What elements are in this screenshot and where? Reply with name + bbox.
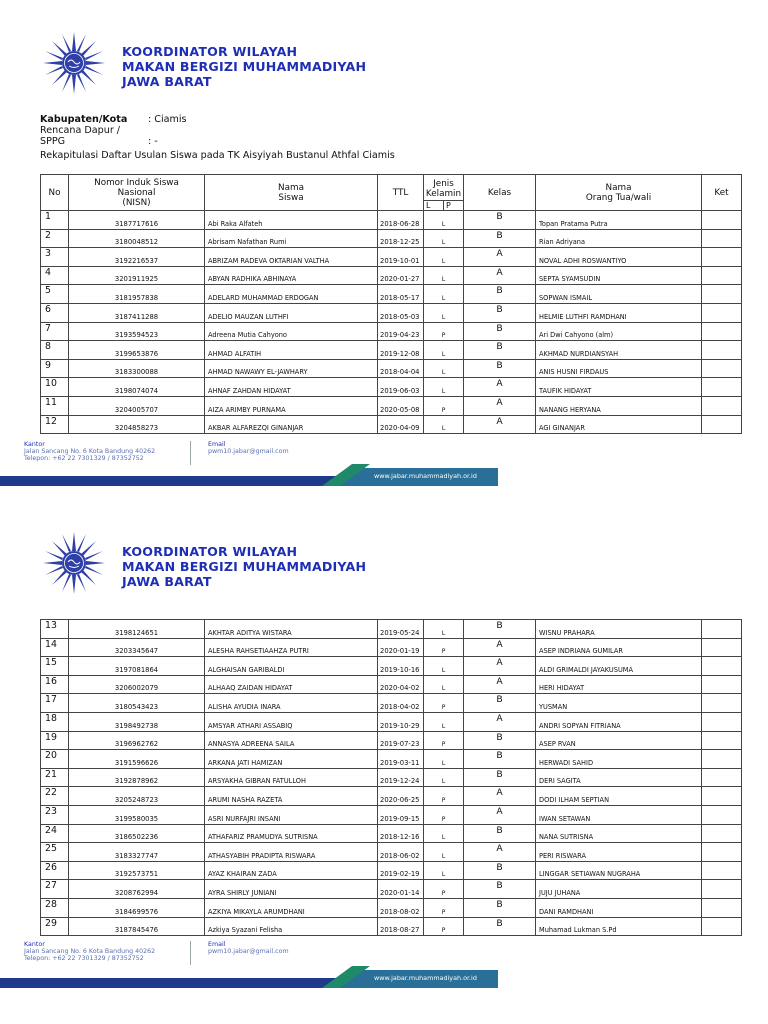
table-row (41, 880, 742, 899)
row-nisn: 3203345647 (69, 638, 205, 657)
row-nisn: 3199580035 (69, 805, 205, 824)
org-line-2: MAKAN BERGIZI MUHAMMADIYAH (122, 559, 367, 574)
row-nama: ALHAAQ ZAIDAN HIDAYAT (205, 675, 378, 694)
row-no: 27 (41, 880, 69, 899)
col-kelas: Kelas (464, 175, 536, 211)
row-nisn: 3204858273 (69, 415, 205, 434)
row-kelas: B (464, 620, 536, 639)
email-value[interactable]: pwm10.jabar@gmail.com (208, 948, 289, 955)
row-kelas: B (464, 211, 536, 230)
col-ket: Ket (702, 175, 742, 211)
row-nisn: 3180543423 (69, 694, 205, 713)
row-nama: Abrisam Nafathan Rumi (205, 229, 378, 248)
website-link[interactable]: www.jabar.muhammadiyah.or.id (374, 974, 477, 982)
row-ket (702, 712, 742, 731)
letterhead (36, 530, 536, 602)
row-nama: Azkiya Syazani Felisha (205, 917, 378, 936)
row-nama: ATHAFARIZ PRAMUDYA SUTRISNA (205, 824, 378, 843)
row-no: 1 (41, 211, 69, 230)
kantor-phone: Telepon: +62 22 7301329 / 87352752 (24, 955, 144, 962)
row-jenis-kelamin: L (424, 341, 464, 360)
row-nama: ALISHA AYUDIA INARA (205, 694, 378, 713)
row-ttl: 2019-10-29 (378, 712, 424, 731)
table-row (41, 638, 742, 657)
row-nama: ABRIZAM RADEVA OKTARIAN VALTHA (205, 248, 378, 267)
row-nama: AZKIYA MIKAYLA ARUMDHANI (205, 898, 378, 917)
table-row (41, 712, 742, 731)
row-nama: AKHTAR ADITYA WISTARA (205, 620, 378, 639)
row-wali: IWAN SETAWAN (536, 805, 702, 824)
row-nama: AMSYAR ATHARI ASSABIQ (205, 712, 378, 731)
row-nama: ATHASYABIH PRADIPTA RISWARA (205, 843, 378, 862)
row-wali: HERI HIDAYAT (536, 675, 702, 694)
row-wali: Ari Dwi Cahyono (alm) (536, 322, 702, 341)
org-line-2: MAKAN BERGIZI MUHAMMADIYAH (122, 59, 367, 74)
row-jenis-kelamin: L (424, 861, 464, 880)
row-wali: HERWADI SAHID (536, 750, 702, 769)
row-ket (702, 880, 742, 899)
row-jenis-kelamin: L (424, 285, 464, 304)
row-nama: ASRI NURFAJRI INSANI (205, 805, 378, 824)
row-wali: DERI SAGITA (536, 768, 702, 787)
row-kelas: B (464, 861, 536, 880)
row-nisn: 3192573751 (69, 861, 205, 880)
row-ket (702, 898, 742, 917)
row-kelas: A (464, 712, 536, 731)
row-wali: NANANG HERYANA (536, 396, 702, 415)
row-no: 13 (41, 620, 69, 639)
row-jenis-kelamin: L (424, 248, 464, 267)
recap-title: Rekapitulasi Daftar Usulan Siswa pada TK Aisyiyah Bustanul Athfal Ciamis (40, 150, 395, 161)
footer-divider (190, 941, 191, 965)
row-ket (702, 620, 742, 639)
table-row (41, 620, 742, 639)
row-jenis-kelamin: P (424, 694, 464, 713)
row-nisn: 3183300088 (69, 359, 205, 378)
row-jenis-kelamin: L (424, 266, 464, 285)
row-jenis-kelamin: L (424, 303, 464, 322)
row-wali: AKHMAD NURDIANSYAH (536, 341, 702, 360)
row-nama: ADELIO MAUZAN LUTHFI (205, 303, 378, 322)
kab-label: Kabupaten/Kota (40, 114, 128, 125)
row-ttl: 2020-04-02 (378, 675, 424, 694)
table-row (41, 657, 742, 676)
table-row (41, 843, 742, 862)
kantor-phone: Telepon: +62 22 7301329 / 87352752 (24, 455, 144, 462)
row-kelas: A (464, 415, 536, 434)
row-ttl: 2019-10-16 (378, 657, 424, 676)
row-wali: HELMIE LUTHFI RAMDHANI (536, 303, 702, 322)
row-ttl: 2019-02-19 (378, 861, 424, 880)
email-title: Email (208, 441, 226, 448)
col-jk-p: P (443, 201, 463, 210)
row-ket (702, 861, 742, 880)
row-wali: DANI RAMDHANI (536, 898, 702, 917)
row-ket (702, 694, 742, 713)
row-ttl: 2018-08-02 (378, 898, 424, 917)
dapur-value: : - (148, 136, 158, 147)
row-kelas: A (464, 843, 536, 862)
row-nisn: 3201911925 (69, 266, 205, 285)
row-nama: ARSYAKHA GIBRAN FATULLOH (205, 768, 378, 787)
row-ttl: 2018-04-04 (378, 359, 424, 378)
row-no: 24 (41, 824, 69, 843)
table-row (41, 824, 742, 843)
row-kelas: B (464, 898, 536, 917)
row-nisn: 3205248723 (69, 787, 205, 806)
row-nama: AHNAF ZAHDAN HIDAYAT (205, 378, 378, 397)
row-kelas: A (464, 396, 536, 415)
row-no: 2 (41, 229, 69, 248)
row-jenis-kelamin: P (424, 638, 464, 657)
row-jenis-kelamin: L (424, 378, 464, 397)
row-no: 18 (41, 712, 69, 731)
website-link[interactable]: www.jabar.muhammadiyah.or.id (374, 472, 477, 480)
row-jenis-kelamin: L (424, 359, 464, 378)
row-nisn: 3186502236 (69, 824, 205, 843)
row-wali: NANA SUTRISNA (536, 824, 702, 843)
row-ttl: 2018-12-25 (378, 229, 424, 248)
row-wali: SOPWAN ISMAIL (536, 285, 702, 304)
row-jenis-kelamin: L (424, 620, 464, 639)
row-no: 23 (41, 805, 69, 824)
table-row (41, 768, 742, 787)
row-kelas: B (464, 341, 536, 360)
row-kelas: B (464, 285, 536, 304)
row-wali: TAUFIK HIDAYAT (536, 378, 702, 397)
org-line-1: KOORDINATOR WILAYAH (122, 44, 298, 59)
row-kelas: B (464, 359, 536, 378)
row-jenis-kelamin: P (424, 322, 464, 341)
row-nama: AKBAR ALFAREZQI GINANJAR (205, 415, 378, 434)
row-nama: ALGHAISAN GARIBALDI (205, 657, 378, 676)
row-jenis-kelamin: L (424, 712, 464, 731)
row-ttl: 2018-06-02 (378, 843, 424, 862)
row-nama: AYAZ KHAIRAN ZADA (205, 861, 378, 880)
row-ttl: 2018-04-02 (378, 694, 424, 713)
row-jenis-kelamin: P (424, 898, 464, 917)
row-wali: Muhamad Lukman S.Pd (536, 917, 702, 936)
row-kelas: A (464, 638, 536, 657)
row-no: 25 (41, 843, 69, 862)
row-jenis-kelamin: L (424, 211, 464, 230)
row-ttl: 2018-05-17 (378, 285, 424, 304)
row-jenis-kelamin: P (424, 731, 464, 750)
row-kelas: B (464, 229, 536, 248)
row-ket (702, 657, 742, 676)
row-jenis-kelamin: L (424, 415, 464, 434)
row-nama: ARKANA JATI HAMIZAN (205, 750, 378, 769)
kantor-address: Jalan Sancang No. 6 Kota Bandung 40262 (24, 448, 156, 455)
row-kelas: B (464, 731, 536, 750)
row-nama: AHMAD NAWAWY EL-JAWHARY (205, 359, 378, 378)
row-kelas: A (464, 787, 536, 806)
row-jenis-kelamin: P (424, 880, 464, 899)
row-no: 8 (41, 341, 69, 360)
row-no: 19 (41, 731, 69, 750)
row-wali: YUSMAN (536, 694, 702, 713)
row-jenis-kelamin: L (424, 750, 464, 769)
row-kelas: B (464, 694, 536, 713)
row-ttl: 2020-01-27 (378, 266, 424, 285)
org-line-3: JAWA BARAT (122, 74, 212, 89)
row-wali: ASEP RVAN (536, 731, 702, 750)
row-ttl: 2019-03-11 (378, 750, 424, 769)
row-jenis-kelamin: L (424, 824, 464, 843)
row-nisn: 3199653876 (69, 341, 205, 360)
row-wali: LINGGAR SETIAWAN NUGRAHA (536, 861, 702, 880)
row-jenis-kelamin: L (424, 229, 464, 248)
row-nisn: 3204005707 (69, 396, 205, 415)
row-ttl: 2019-05-24 (378, 620, 424, 639)
row-nama: Adreena Mutia Cahyono (205, 322, 378, 341)
dapur-label: Rencana Dapur / SPPG (40, 125, 121, 147)
row-kelas: A (464, 657, 536, 676)
row-ttl: 2019-10-01 (378, 248, 424, 267)
row-wali: SEPTA SYAMSUDIN (536, 266, 702, 285)
col-nisn: Nomor Induk Siswa Nasional (NISN) (69, 175, 205, 211)
col-nama: Nama Siswa (205, 175, 378, 211)
row-ket (702, 768, 742, 787)
row-nama: ARUMI NASHA RAZETA (205, 787, 378, 806)
row-nama: ANNASYA ADREENA SAILA (205, 731, 378, 750)
row-ttl: 2020-04-09 (378, 415, 424, 434)
row-ttl: 2019-06-03 (378, 378, 424, 397)
row-nisn: 3198492738 (69, 712, 205, 731)
col-ttl: TTL (378, 175, 424, 211)
row-nisn: 3196962762 (69, 731, 205, 750)
row-no: 4 (41, 266, 69, 285)
row-kelas: A (464, 378, 536, 397)
row-jenis-kelamin: P (424, 396, 464, 415)
table-row (41, 694, 742, 713)
row-no: 11 (41, 396, 69, 415)
row-ttl: 2020-01-14 (378, 880, 424, 899)
row-wali: ASEP INDRIANA GUMILAR (536, 638, 702, 657)
row-nisn: 3206002079 (69, 675, 205, 694)
row-ttl: 2020-01-19 (378, 638, 424, 657)
row-no: 15 (41, 657, 69, 676)
row-nisn: 3181957838 (69, 285, 205, 304)
row-wali: ANDRI SOPYAN FITRIANA (536, 712, 702, 731)
row-wali: DODI ILHAM SEPTIAN (536, 787, 702, 806)
row-wali: ALDI GRIMALDI JAYAKUSUMA (536, 657, 702, 676)
row-ket (702, 638, 742, 657)
muhammadiyah-logo-icon (36, 530, 112, 594)
row-nisn: 3198074074 (69, 378, 205, 397)
row-no: 10 (41, 378, 69, 397)
org-line-3: JAWA BARAT (122, 574, 212, 589)
row-nisn: 3197081864 (69, 657, 205, 676)
row-ttl: 2018-08-27 (378, 917, 424, 936)
row-nisn: 3187717616 (69, 211, 205, 230)
row-no: 28 (41, 898, 69, 917)
row-no: 9 (41, 359, 69, 378)
row-no: 12 (41, 415, 69, 434)
email-value[interactable]: pwm10.jabar@gmail.com (208, 448, 289, 455)
organization-name (122, 544, 366, 589)
row-nisn: 3180048512 (69, 229, 205, 248)
row-wali: ANIS HUSNI FIRDAUS (536, 359, 702, 378)
row-wali: JUJU JUHANA (536, 880, 702, 899)
row-ttl: 2018-05-03 (378, 303, 424, 322)
row-kelas: B (464, 880, 536, 899)
row-nama: ADELARD MUHAMMAD ERDOGAN (205, 285, 378, 304)
row-no: 26 (41, 861, 69, 880)
row-no: 5 (41, 285, 69, 304)
col-jk-l: L (426, 201, 431, 210)
row-ket (702, 750, 742, 769)
row-kelas: B (464, 768, 536, 787)
row-ttl: 2020-06-25 (378, 787, 424, 806)
row-no: 17 (41, 694, 69, 713)
row-nisn: 3187845476 (69, 917, 205, 936)
table-row (41, 898, 742, 917)
row-wali: WISNU PRAHARA (536, 620, 702, 639)
row-nama: AHMAD ALFATIH (205, 341, 378, 360)
row-jenis-kelamin: L (424, 768, 464, 787)
row-no: 7 (41, 322, 69, 341)
row-nama: ABYAN RADHIKA ABHINAYA (205, 266, 378, 285)
col-wali: Nama Orang Tua/wali (536, 175, 702, 211)
row-nisn: 3191596626 (69, 750, 205, 769)
row-ttl: 2019-09-15 (378, 805, 424, 824)
table-row (41, 750, 742, 769)
row-nama: AYRA SHIRLY JUNIANI (205, 880, 378, 899)
kab-value: : Ciamis (148, 114, 187, 125)
row-nama: ALESHA RAHSETIAAHZA PUTRI (205, 638, 378, 657)
row-nisn: 3183327747 (69, 843, 205, 862)
table-row (41, 675, 742, 694)
row-no: 16 (41, 675, 69, 694)
row-kelas: B (464, 750, 536, 769)
kantor-address: Jalan Sancang No. 6 Kota Bandung 40262 (24, 948, 156, 955)
kantor-title: Kantor (24, 441, 45, 448)
row-no: 14 (41, 638, 69, 657)
row-nisn: 3208762994 (69, 880, 205, 899)
row-no: 3 (41, 248, 69, 267)
row-wali: Rian Adriyana (536, 229, 702, 248)
row-no: 21 (41, 768, 69, 787)
row-no: 6 (41, 303, 69, 322)
row-jenis-kelamin: L (424, 657, 464, 676)
row-no: 29 (41, 917, 69, 936)
row-nisn: 3184699576 (69, 898, 205, 917)
row-nama: Abi Raka Alfateh (205, 211, 378, 230)
row-wali: PERI RISWARA (536, 843, 702, 862)
row-wali: AGI GINANJAR (536, 415, 702, 434)
col-jenis-kelamin: Jenis Kelamin L P (424, 175, 464, 211)
student-table (40, 619, 742, 936)
row-nisn: 3193594523 (69, 322, 205, 341)
row-kelas: A (464, 805, 536, 824)
row-nisn: 3187411288 (69, 303, 205, 322)
row-jenis-kelamin: L (424, 843, 464, 862)
kantor-title: Kantor (24, 941, 45, 948)
email-title: Email (208, 941, 226, 948)
row-jenis-kelamin: P (424, 805, 464, 824)
table-row (41, 731, 742, 750)
row-kelas: A (464, 675, 536, 694)
row-ket (702, 787, 742, 806)
row-ket (702, 675, 742, 694)
row-ket (702, 824, 742, 843)
table-row (41, 805, 742, 824)
row-ttl: 2020-05-08 (378, 396, 424, 415)
row-no: 20 (41, 750, 69, 769)
row-ttl: 2018-12-16 (378, 824, 424, 843)
table-row (41, 861, 742, 880)
row-kelas: B (464, 917, 536, 936)
row-nisn: 3198124651 (69, 620, 205, 639)
row-ttl: 2018-06-28 (378, 211, 424, 230)
row-kelas: B (464, 303, 536, 322)
row-ket (702, 805, 742, 824)
row-ket (702, 731, 742, 750)
row-jenis-kelamin: P (424, 787, 464, 806)
row-kelas: B (464, 824, 536, 843)
row-ttl: 2019-07-23 (378, 731, 424, 750)
row-nisn: 3192216537 (69, 248, 205, 267)
row-nisn: 3192878962 (69, 768, 205, 787)
row-ttl: 2019-04-23 (378, 322, 424, 341)
row-jenis-kelamin: P (424, 917, 464, 936)
row-wali: Topan Pratama Putra (536, 211, 702, 230)
row-wali: NOVAL ADHI ROSWANTIYO (536, 248, 702, 267)
row-kelas: B (464, 322, 536, 341)
org-line-1: KOORDINATOR WILAYAH (122, 544, 298, 559)
row-jenis-kelamin: L (424, 675, 464, 694)
row-nama: AIZA ARIMBY PURNAMA (205, 396, 378, 415)
row-no: 22 (41, 787, 69, 806)
row-ket (702, 917, 742, 936)
table-row (41, 917, 742, 936)
table-row (41, 787, 742, 806)
row-kelas: A (464, 248, 536, 267)
col-no: No (41, 175, 69, 211)
row-ket (702, 843, 742, 862)
row-kelas: A (464, 266, 536, 285)
row-ttl: 2019-12-08 (378, 341, 424, 360)
row-ttl: 2019-12-24 (378, 768, 424, 787)
